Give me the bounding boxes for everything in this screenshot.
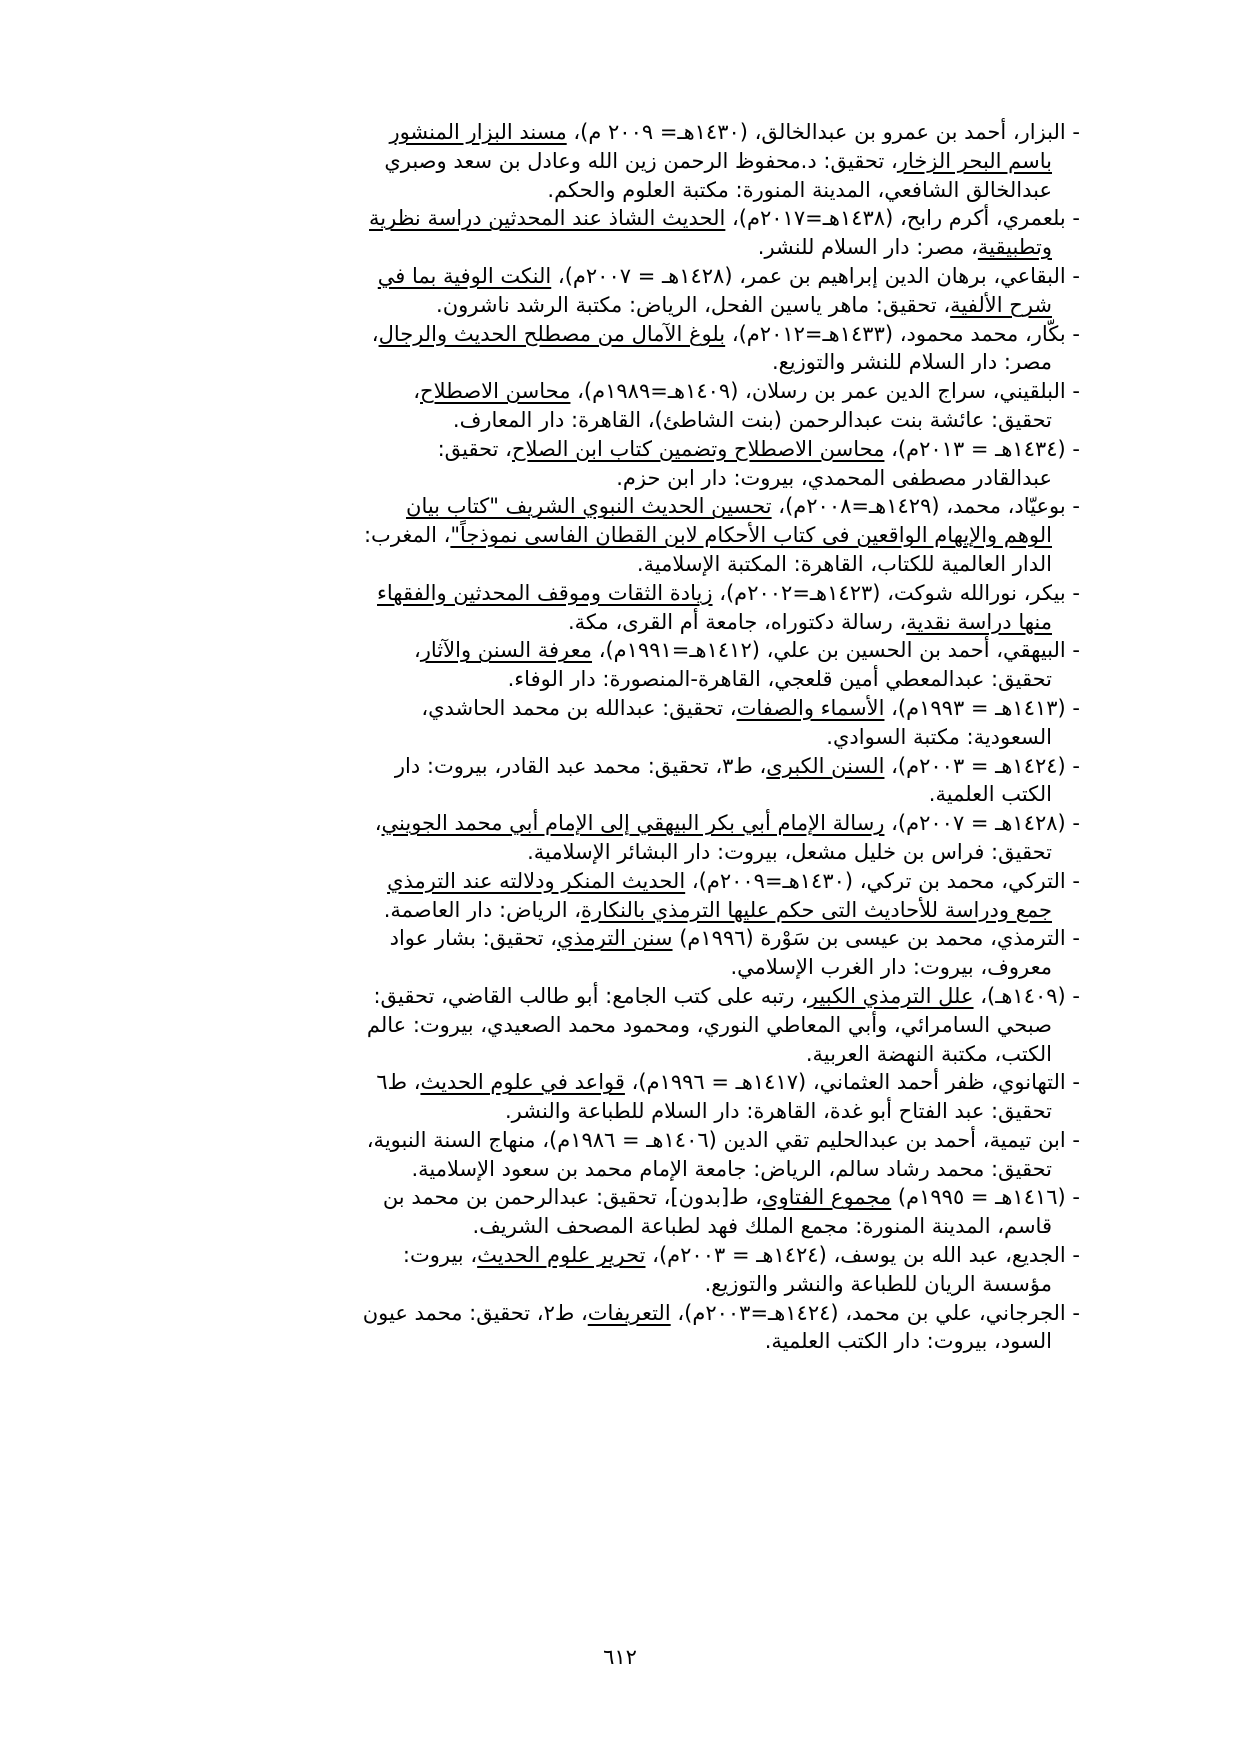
entry-first-line <box>148 320 1080 349</box>
entry-continuation-line <box>148 1270 1080 1299</box>
entry-details: ، ط٣، تحقيق: محمد عبد القادر، بيروت: دار <box>394 753 767 778</box>
entry-title: الأسماء والصفات <box>736 695 885 720</box>
entry-title: شرح الألفية <box>950 292 1052 317</box>
entry-first-line <box>148 262 1080 291</box>
entry-title: قواعد في علوم الحديث <box>420 1070 625 1095</box>
bibliography-entry <box>148 1241 1080 1299</box>
entry-title: محاسن الاصطلاح <box>420 379 571 404</box>
bibliography-entry <box>148 579 1080 637</box>
entry-first-line <box>148 118 1080 147</box>
bibliography-entry <box>148 867 1080 925</box>
entry-details: ، <box>371 321 379 346</box>
entry-title: تحسين الحديث النبوي الشريف "كتاب بيان <box>406 494 772 519</box>
bibliography-entry <box>148 492 1080 578</box>
entry-details: ، تحقيق: <box>437 436 512 461</box>
bibliography-entry <box>148 204 1080 262</box>
entry-details: ، <box>374 811 382 836</box>
entry-author: - (١٤٢٤هـ = ٢٠٠٣م)، <box>884 753 1080 778</box>
entry-first-line <box>148 982 1080 1011</box>
entry-title: منها دراسة نقدية <box>906 609 1052 634</box>
entry-details: الكتب، مكتبة النهضة العربية. <box>805 1041 1052 1066</box>
bibliography-entry <box>148 694 1080 752</box>
entry-continuation-line <box>148 1040 1080 1069</box>
entry-title: الحديث المنكر ودلالته عند الترمذي <box>387 868 686 893</box>
entry-author: - الجديع، عبد الله بن يوسف، (١٤٢٤هـ = ٢٠٠٣م)، <box>645 1243 1080 1268</box>
entry-continuation-line <box>148 1097 1080 1126</box>
entry-details: صبحي السامرائي، وأبي المعاطي النوري، ومحمود محمد الصعيدي، بيروت: عالم <box>366 1012 1052 1037</box>
entry-continuation-line <box>148 233 1080 262</box>
entry-continuation-line <box>148 406 1080 435</box>
entry-continuation-line <box>148 780 1080 809</box>
entry-continuation-line <box>148 550 1080 579</box>
entry-first-line <box>148 492 1080 521</box>
entry-details: ، ط٦ <box>376 1070 421 1095</box>
entry-details: ، تحقيق: د.محفوظ الرحمن زين الله وعادل بن سعد وصبري <box>384 148 898 173</box>
bibliography-entry <box>148 262 1080 320</box>
entry-continuation-line <box>148 1327 1080 1356</box>
entry-first-line <box>148 435 1080 464</box>
bibliography-entry <box>148 809 1080 867</box>
bibliography-entry <box>148 435 1080 493</box>
entry-title: رسالة الإمام أبي بكر البيهقي إلى الإمام أبي محمد الجويني <box>381 811 885 836</box>
bibliography-entry <box>148 320 1080 378</box>
entry-details: قاسم، المدينة المنورة: مجمع الملك فهد لطباعة المصحف الشريف. <box>472 1214 1052 1239</box>
entry-details: ، الرياض: دار العاصمة. <box>383 897 582 922</box>
entry-author: - البلقيني، سراج الدين عمر بن رسلان، (١٤٠٩هـ=١٩٨٩م)، <box>570 379 1080 404</box>
entry-details: ، تحقيق: بشار عواد <box>389 926 558 951</box>
entry-first-line <box>148 1126 1080 1155</box>
entry-author: - البزار، أحمد بن عمرو بن عبدالخالق، (١٤٣٠هـ= ٢٠٠٩ م)، <box>566 120 1080 144</box>
entry-title: مجموع الفتاوى <box>762 1185 892 1210</box>
bibliography-entry <box>148 1068 1080 1126</box>
entry-continuation-line <box>148 291 1080 320</box>
entry-details: عبدالقادر مصطفى المحمدي، بيروت: دار ابن حزم. <box>616 465 1052 490</box>
entry-title: الوهم والإيهام الواقعين فى كتاب الأحكام لابن القطان الفاسى نموذجاً" <box>450 523 1052 548</box>
entry-title: التعريفات <box>587 1300 671 1325</box>
entry-details: تحقيق: عائشة بنت عبدالرحمن (بنت الشاطئ)، القاهرة: دار المعارف. <box>452 407 1052 432</box>
bibliography-entry <box>148 924 1080 982</box>
entry-details: ، تحقيق: عبدالله بن محمد الحاشدي، <box>421 695 737 720</box>
entry-first-line <box>148 867 1080 896</box>
entry-first-line <box>148 1183 1080 1212</box>
entry-details: تحقيق: محمد رشاد سالم، الرياض: جامعة الإمام محمد بن سعود الإسلامية. <box>411 1156 1052 1181</box>
entry-title: وتطبيقية <box>977 235 1052 260</box>
entry-author: - بلعمري، أكرم رابح، (١٤٣٨هـ=٢٠١٧م)، <box>725 206 1080 231</box>
entry-title: جمع ودراسة للأحاديث التى حكم عليها الترمذي بالنكارة <box>581 897 1052 922</box>
bibliography-entry <box>148 1299 1080 1357</box>
entry-details: ، رسالة دكتوراه، جامعة أم القرى، مكة. <box>567 609 907 634</box>
entry-author: - (١٤٣٤هـ = ٢٠١٣م)، <box>884 436 1080 461</box>
entry-author: - (١٤١٦هـ = ١٩٩٥م) <box>891 1185 1080 1210</box>
entry-details: تحقيق: فراس بن خليل مشعل، بيروت: دار البشائر الإسلامية. <box>527 839 1052 864</box>
entry-title: معرفة السنن والآثار <box>420 638 593 663</box>
entry-first-line <box>148 924 1080 953</box>
entry-first-line <box>148 1299 1080 1328</box>
entry-details: ، رتبه على كتب الجامع: أبو طالب القاضي، تحقيق: <box>373 983 808 1008</box>
entry-author: - التهانوي، ظفر أحمد العثماني، (١٤١٧هـ = ١٩٩٦م)، <box>624 1070 1080 1095</box>
entry-author: - (١٤١٣هـ = ١٩٩٣م)، <box>884 695 1080 720</box>
bibliography-entry <box>148 1183 1080 1241</box>
entry-details: مصر: دار السلام للنشر والتوزيع. <box>771 350 1052 375</box>
entry-details: تحقيق: عبدالمعطي أمين قلعجي، القاهرة-المنصورة: دار الوفاء. <box>507 667 1052 692</box>
entry-title: باسم البحر الزخار <box>897 148 1052 173</box>
entry-continuation-line <box>148 176 1080 205</box>
entry-continuation-line <box>148 1212 1080 1241</box>
entry-first-line <box>148 579 1080 608</box>
entry-title: مسند البزار المنشور <box>389 120 567 144</box>
entry-continuation-line <box>148 953 1080 982</box>
entry-details: ، مصر: دار السلام للنشر. <box>757 235 978 260</box>
entry-author: - الترمذي، محمد بن عيسى بن سَوْرة (١٩٩٦م) <box>672 926 1080 951</box>
entry-continuation-line <box>148 521 1080 550</box>
entry-first-line <box>148 636 1080 665</box>
entry-title: محاسن الاصطلاح وتضمين كتاب ابن الصلاح <box>511 436 885 461</box>
entry-continuation-line <box>148 896 1080 925</box>
entry-author: - (١٤٠٩هـ)، <box>973 983 1080 1008</box>
entry-first-line <box>148 377 1080 406</box>
entry-title: النكت الوفية بما في <box>377 263 552 288</box>
entry-continuation-line <box>148 348 1080 377</box>
entry-continuation-line <box>148 1011 1080 1040</box>
entry-continuation-line <box>148 723 1080 752</box>
entry-details: مؤسسة الريان للطباعة والنشر والتوزيع. <box>704 1271 1052 1296</box>
entry-title: تحرير علوم الحديث <box>477 1243 646 1268</box>
page-number: ٦١٢ <box>603 1645 637 1669</box>
entry-details: ، ط[بدون]، تحقيق: عبدالرحمن بن محمد بن <box>382 1185 763 1210</box>
entry-author: - ابن تيمية، أحمد بن عبدالحليم تقي الدين (١٤٠٦هـ = ١٩٨٦م)، منهاج السنة النبوية، <box>366 1127 1080 1152</box>
entry-first-line <box>148 809 1080 838</box>
entry-first-line <box>148 204 1080 233</box>
bibliography-entry <box>148 118 1080 204</box>
entry-details: ، المغرب: <box>363 523 451 548</box>
bibliography-entry <box>148 982 1080 1068</box>
entry-author: - بكّار، محمد محمود، (١٤٣٣هـ=٢٠١٢م)، <box>725 321 1080 346</box>
entry-details: السود، بيروت: دار الكتب العلمية. <box>764 1329 1052 1354</box>
entry-details: الكتب العلمية. <box>928 782 1052 807</box>
entry-details: ، <box>413 638 421 663</box>
entry-continuation-line <box>148 608 1080 637</box>
entry-title: علل الترمذي الكبير <box>807 983 974 1008</box>
entry-details: ، تحقيق: ماهر ياسين الفحل، الرياض: مكتبة الرشد ناشرون. <box>436 292 951 317</box>
entry-continuation-line <box>148 1155 1080 1184</box>
entry-first-line <box>148 1241 1080 1270</box>
bibliography-list <box>148 118 1080 1356</box>
entry-first-line <box>148 752 1080 781</box>
bibliography-entry <box>148 636 1080 694</box>
bibliography-entry <box>148 377 1080 435</box>
entry-author: - الجرجاني، علي بن محمد، (١٤٢٤هـ=٢٠٠٣م)، <box>670 1300 1080 1325</box>
entry-continuation-line <box>148 464 1080 493</box>
entry-author: - التركي، محمد بن تركي، (١٤٣٠هـ=٢٠٠٩م)، <box>685 868 1080 893</box>
entry-continuation-line <box>148 147 1080 176</box>
entry-first-line <box>148 694 1080 723</box>
entry-details: السعودية: مكتبة السوادي. <box>826 724 1052 749</box>
bibliography-entry <box>148 1126 1080 1184</box>
entry-details: تحقيق: عبد الفتاح أبو غدة، القاهرة: دار السلام للطباعة والنشر. <box>504 1099 1052 1124</box>
entry-author: - بيكر، نورالله شوكت، (١٤٢٣هـ=٢٠٠٢م)، <box>712 580 1080 605</box>
bibliography-entry <box>148 752 1080 810</box>
entry-details: ، <box>413 379 421 404</box>
entry-details: ، ط٢، تحقيق: محمد عيون <box>362 1300 588 1325</box>
entry-title: زيادة الثقات وموقف المحدثين والفقهاء <box>377 580 713 605</box>
entry-author: - البيهقي، أحمد بن الحسين بن علي، (١٤١٢هـ=١٩٩١م)، <box>592 638 1080 663</box>
entry-first-line <box>148 1068 1080 1097</box>
entry-details: عبدالخالق الشافعي، المدينة المنورة: مكتبة العلوم والحكم. <box>547 177 1052 202</box>
entry-title: بلوغ الآمال من مصطلح الحديث والرجال <box>378 321 726 346</box>
bibliography-page <box>148 118 1080 1658</box>
entry-details: الدار العالمية للكتاب، القاهرة: المكتبة الإسلامية. <box>636 551 1052 576</box>
entry-continuation-line <box>148 665 1080 694</box>
entry-details: معروف، بيروت: دار الغرب الإسلامي. <box>730 955 1052 980</box>
entry-title: الحديث الشاذ عند المحدثين دراسة نظرية <box>369 206 726 231</box>
entry-details: ، بيروت: <box>402 1243 478 1268</box>
entry-title: سنن الترمذي <box>557 926 673 951</box>
entry-author: - (١٤٢٨هـ = ٢٠٠٧م)، <box>884 811 1080 836</box>
entry-continuation-line <box>148 838 1080 867</box>
entry-title: السنن الكبرى <box>766 753 885 778</box>
entry-author: - بوعيّاد، محمد، (١٤٢٩هـ=٢٠٠٨م)، <box>771 494 1080 519</box>
entry-author: - البقاعي، برهان الدين إبراهيم بن عمر، (١٤٢٨هـ = ٢٠٠٧م)، <box>551 263 1080 288</box>
